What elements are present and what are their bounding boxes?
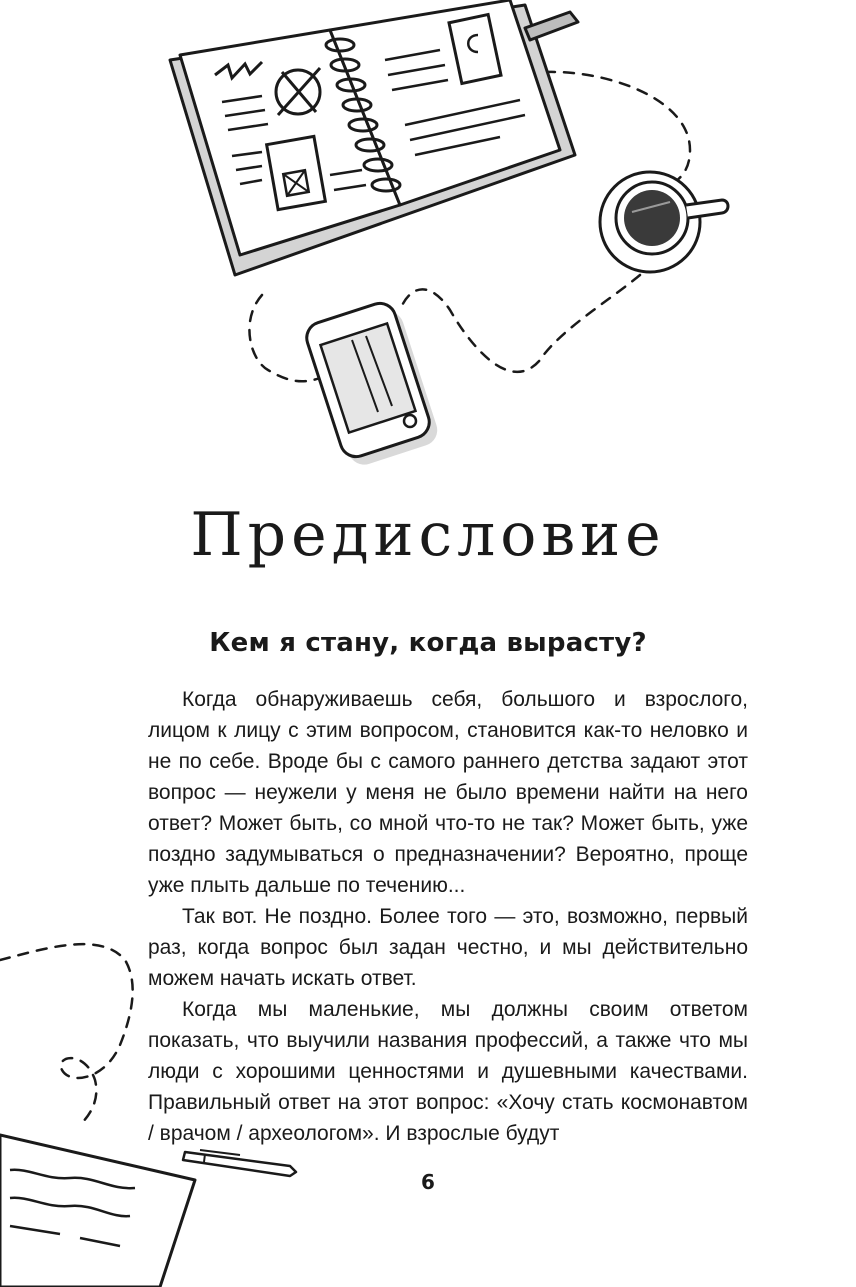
section-subtitle: Кем я стану, когда вырасту? (209, 628, 647, 658)
body-text (148, 684, 748, 1149)
page-number: 6 (421, 1170, 435, 1194)
note-paper-icon (0, 1135, 195, 1287)
page-title: Предисловие (190, 500, 666, 570)
smartphone-icon (303, 299, 442, 469)
open-planner-icon (170, 0, 578, 275)
coffee-cup-icon (600, 172, 728, 272)
paragraph-1: Когда обнаруживаешь себя, большого и взрослого, лицом к лицу с этим вопросом, становится как-то неловко и не по себе. Вроде бы с самого раннего детства задают этот вопрос — неужели у меня не было времени найти на него ответ? Может быть, со мной что-то не так? Может быть, уже поздно задумываться о предназначении? Вероятно, проще уже плыть дальше по течению... (148, 688, 748, 897)
paragraph-2: Так вот. Не поздно. Более того — это, возможно, первый раз, когда вопрос был задан честно, и мы действительно можем начать искать ответ. (148, 905, 748, 990)
paragraph-3: Когда мы маленькие, мы должны своим ответом показать, что выучили названия профессий, а также что мы люди с хорошими ценностями и душевными качествами. Правильный ответ на этот вопрос: «Хочу стать космонавтом / врачом / археологом». И взрослые будут (148, 998, 748, 1145)
